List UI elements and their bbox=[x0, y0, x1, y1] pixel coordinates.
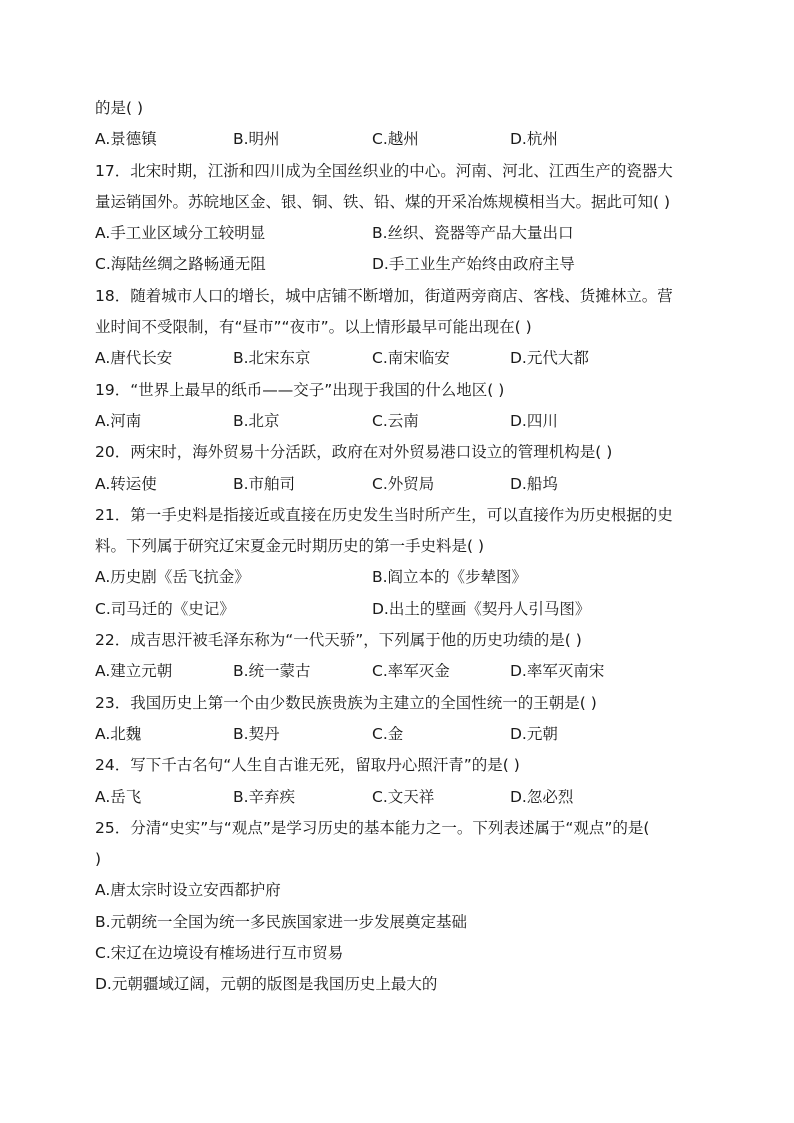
question-25-option-d: D.元朝疆域辽阔，元朝的版图是我国历史上最大的 bbox=[95, 975, 438, 994]
question-22-stem: 22．成吉思汗被毛泽东称为“一代天骄”，下列属于他的历史功绩的是( ) bbox=[95, 631, 582, 650]
question-21-options-row-1 bbox=[95, 562, 715, 593]
option-c: C.外贸局 bbox=[372, 474, 435, 493]
option-a: A.岳飞 bbox=[95, 787, 142, 806]
question-17-options-row-2 bbox=[95, 249, 715, 280]
option-a: A.建立元朝 bbox=[95, 662, 173, 681]
question-17-options-row-1 bbox=[95, 218, 715, 249]
question-21-stem-line-1: 21．第一手史料是指接近或直接在历史发生当时所产生，可以直接作为历史根据的史 bbox=[95, 505, 673, 524]
option-d: D.杭州 bbox=[510, 130, 558, 149]
question-25-stem-line-1: 25．分清“史实”与“观点”是学习历史的基本能力之一。下列表述属于“观点”的是( bbox=[95, 818, 650, 837]
question-18-stem-line-1: 18．随着城市人口的增长，城中店铺不断增加，街道两旁商店、客栈、货摊林立。营 bbox=[95, 286, 673, 305]
question-16-stem-end: 的是( ) bbox=[95, 99, 144, 117]
question-23-options bbox=[95, 719, 715, 750]
option-c: C.越州 bbox=[372, 130, 419, 149]
option-b: B.北宋东京 bbox=[233, 349, 311, 368]
option-d: D.忽必烈 bbox=[510, 787, 574, 806]
option-d: D.元朝 bbox=[510, 724, 558, 743]
question-25-option-a: A.唐太宗时设立安西都护府 bbox=[95, 881, 281, 900]
exam-page bbox=[95, 93, 715, 1001]
question-17-stem-line-2: 量运销国外。苏皖地区金、银、铜、铁、铅、煤的开采冶炼规模相当大。据此可知( ) bbox=[95, 192, 671, 211]
option-b: B.北京 bbox=[233, 411, 280, 430]
question-19-stem: 19．“世界上最早的纸币——交子”出现于我国的什么地区( ) bbox=[95, 380, 505, 399]
option-a: A.手工业区域分工较明显 bbox=[95, 224, 266, 243]
option-a: A.北魏 bbox=[95, 724, 142, 743]
option-c: C.率军灭金 bbox=[372, 662, 450, 681]
question-16-options bbox=[95, 124, 715, 155]
question-24-stem: 24．写下千古名句“人生自古谁无死，留取丹心照汗青”的是( ) bbox=[95, 756, 520, 775]
question-22-options bbox=[95, 656, 715, 687]
option-b: B.明州 bbox=[233, 130, 280, 149]
option-c: C.金 bbox=[372, 724, 404, 743]
option-d: D.元代大都 bbox=[510, 349, 589, 368]
option-b: B.统一蒙古 bbox=[233, 662, 311, 681]
question-25-stem-line-2: ) bbox=[95, 850, 102, 869]
question-19-options bbox=[95, 406, 715, 437]
option-b: B.市舶司 bbox=[233, 474, 296, 493]
question-21-options-row-2 bbox=[95, 594, 715, 625]
option-c: C.云南 bbox=[372, 411, 419, 430]
option-b: B.丝织、瓷器等产品大量出口 bbox=[372, 224, 574, 243]
option-d: D.出土的壁画《契丹人引马图》 bbox=[372, 599, 591, 618]
question-21-stem-line-2: 料。下列属于研究辽宋夏金元时期历史的第一手史料是( ) bbox=[95, 537, 485, 556]
option-c: C.海陆丝绸之路畅通无阻 bbox=[95, 255, 266, 274]
option-c: C.文天祥 bbox=[372, 787, 435, 806]
option-d: D.船坞 bbox=[510, 474, 558, 493]
option-a: A.河南 bbox=[95, 411, 142, 430]
option-a: A.景德镇 bbox=[95, 130, 157, 149]
option-c: C.司马迁的《史记》 bbox=[95, 599, 235, 618]
option-a: A.转运使 bbox=[95, 474, 157, 493]
option-d: D.四川 bbox=[510, 411, 558, 430]
option-d: D.手工业生产始终由政府主导 bbox=[372, 255, 575, 274]
question-23-stem: 23．我国历史上第一个由少数民族贵族为主建立的全国性统一的王朝是( ) bbox=[95, 693, 597, 712]
option-a: A.唐代长安 bbox=[95, 349, 173, 368]
option-b: B.辛弃疾 bbox=[233, 787, 296, 806]
question-17-stem-line-1: 17．北宋时期，江浙和四川成为全国丝织业的中心。河南、河北、江西生产的瓷器大 bbox=[95, 161, 673, 180]
question-20-stem: 20．两宋时，海外贸易十分活跃，政府在对外贸易港口设立的管理机构是( ) bbox=[95, 443, 613, 462]
question-25-option-c: C.宋辽在边境设有榷场进行互市贸易 bbox=[95, 944, 344, 963]
question-20-options bbox=[95, 469, 715, 500]
question-18-stem-line-2: 业时间不受限制，有“昼市”“夜市”。以上情形最早可能出现在( ) bbox=[95, 318, 532, 337]
option-b: B.契丹 bbox=[233, 724, 280, 743]
option-a: A.历史剧《岳飞抗金》 bbox=[95, 568, 250, 587]
option-c: C.南宋临安 bbox=[372, 349, 450, 368]
question-24-options bbox=[95, 782, 715, 813]
option-d: D.率军灭南宋 bbox=[510, 662, 605, 681]
question-18-options bbox=[95, 343, 715, 374]
question-25-option-b: B.元朝统一全国为统一多民族国家进一步发展奠定基础 bbox=[95, 912, 468, 931]
option-b: B.阎立本的《步辇图》 bbox=[372, 568, 528, 587]
